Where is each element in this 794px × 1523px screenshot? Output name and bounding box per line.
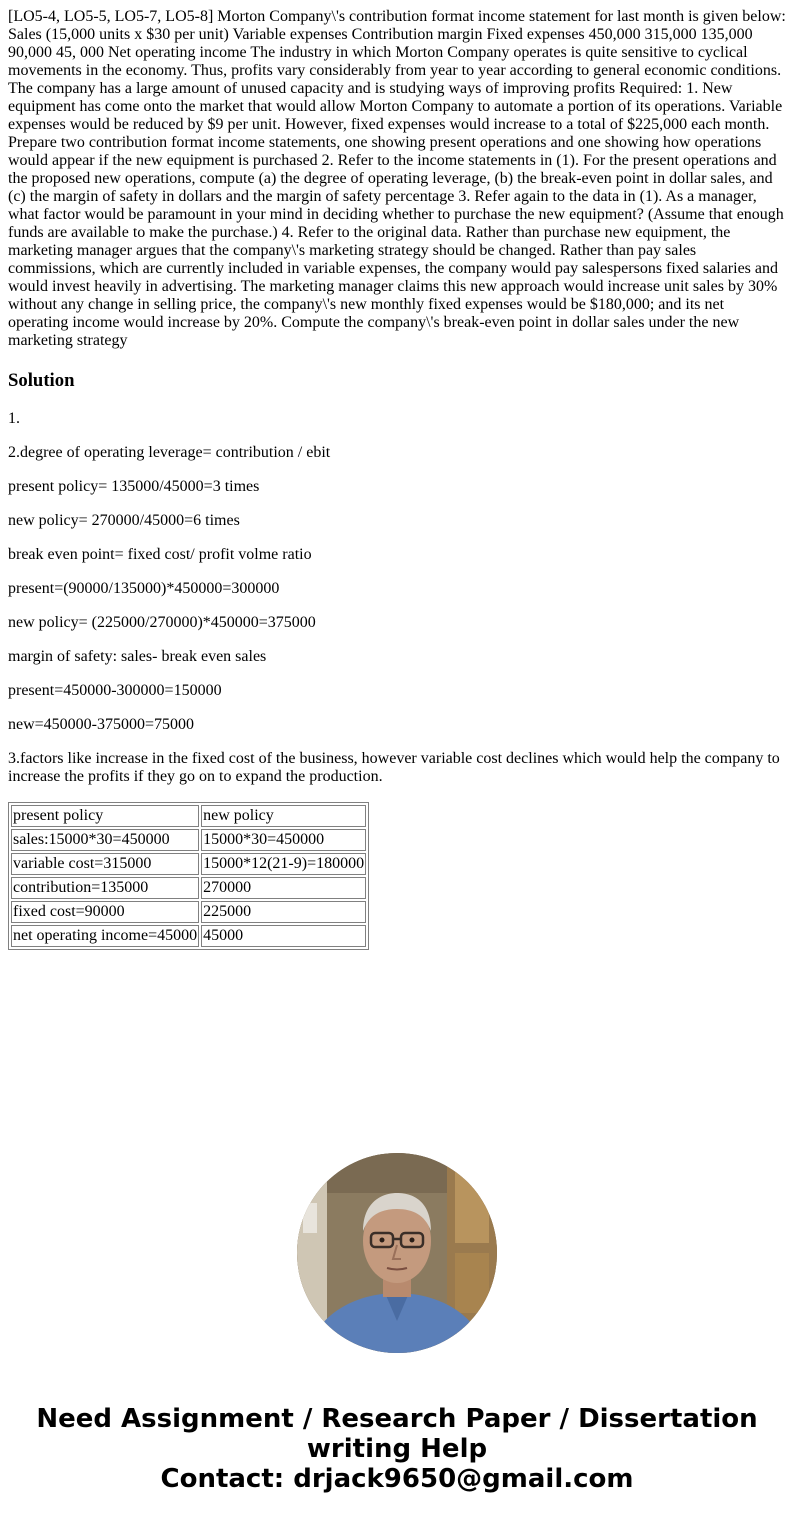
solution-dol-present: present policy= 135000/45000=3 times	[8, 478, 260, 495]
table-cell: 45000	[201, 925, 366, 947]
solution-heading: Solution	[8, 370, 75, 391]
solution-bep-present: present=(90000/135000)*450000=300000	[8, 580, 280, 597]
solution-mos-new: new=450000-375000=75000	[8, 716, 195, 733]
table-row	[11, 805, 366, 827]
income-statement-table	[8, 802, 369, 950]
table-cell: 15000*30=450000	[201, 829, 366, 851]
table-row	[11, 829, 366, 851]
solution-mos-title: margin of safety: sales- break even sales	[8, 648, 267, 665]
solution-step-3: 3.factors like increase in the fixed cost of the business, however variable cost declines which would help the company to increase the profits if they go on to expand the production.	[8, 750, 780, 785]
table-cell: contribution=135000	[11, 877, 199, 899]
table-cell: 225000	[201, 901, 366, 923]
table-cell: new policy	[201, 805, 366, 827]
question-text: [LO5-4, LO5-5, LO5-7, LO5-8] Morton Company\'s contribution format income statement for last month is given below: Sales (15,000 units x $30 per unit) Variable expenses Contribution margin Fixed expenses 450,000 315,000 135,000 90,000 45, 000 Net operating income The industry in which Morton Company operates is quite sensitive to cyclical movements in the economy. Thus, profits vary considerably from year to year according to general economic conditions. The company has a large amount of unused capacity and is studying ways of improving profits Required: 1. New equipment has come onto the market that would allow Morton Company to automate a portion of its operations. Variable expenses would be reduced by $9 per unit. However, fixed expenses would increase to a total of $225,000 each month. Prepare two contribution format income statements, one showing present operations and one showing how operations would appear if the new equipment is purchased 2. Refer to the income statements in (1). For the present operations and the proposed new operations, compute (a) the degree of operating leverage, (b) the break-even point in dollar sales, and (c) the margin of safety in dollars and the margin of safety percentage 3. Refer again to the data in (1). As a manager, what factor would be paramount in your mind in deciding whether to purchase the new equipment? (Assume that enough funds are available to make the purchase.) 4. Refer to the original data. Rather than purchase new equipment, the marketing manager argues that the company\'s marketing strategy should be changed. Rather than pay sales commissions, which are currently included in variable expenses, the company would pay salespersons fixed salaries and would invest heavily in advertising. The marketing manager claims this new approach would increase unit sales by 30% without any change in selling price, the company\'s new monthly fixed expenses would be $180,000; and its net operating income would increase by 20%. Compute the company\'s break-even point in dollar sales under the new marketing strategy	[8, 8, 786, 349]
footer-line-2: writing Help	[306, 1434, 488, 1464]
avatar	[297, 1153, 497, 1353]
table-row	[11, 853, 366, 875]
table-cell: variable cost=315000	[11, 853, 199, 875]
solution-bep-new: new policy= (225000/270000)*450000=375000	[8, 614, 316, 631]
footer-line-1: Need Assignment / Research Paper / Dissertation	[36, 1404, 758, 1434]
table-row	[11, 925, 366, 947]
solution-step-2-title: 2.degree of operating leverage= contribution / ebit	[8, 444, 331, 461]
solution-mos-present: present=450000-300000=150000	[8, 682, 222, 699]
solution-step-1: 1.	[8, 410, 20, 427]
table-row	[11, 877, 366, 899]
table-cell: sales:15000*30=450000	[11, 829, 199, 851]
table-row	[11, 901, 366, 923]
document-content	[8, 8, 786, 950]
table-cell: present policy	[11, 805, 199, 827]
table-cell: 15000*12(21-9)=180000	[201, 853, 366, 875]
table-cell: fixed cost=90000	[11, 901, 199, 923]
solution-dol-new: new policy= 270000/45000=6 times	[8, 512, 240, 529]
footer-contact	[0, 1404, 794, 1494]
avatar-portrait	[297, 1153, 497, 1353]
table-cell: 270000	[201, 877, 366, 899]
table-cell: net operating income=45000	[11, 925, 199, 947]
solution-bep-title: break even point= fixed cost/ profit volme ratio	[8, 546, 312, 563]
footer-line-3: Contact: drjack9650@gmail.com	[160, 1464, 634, 1494]
